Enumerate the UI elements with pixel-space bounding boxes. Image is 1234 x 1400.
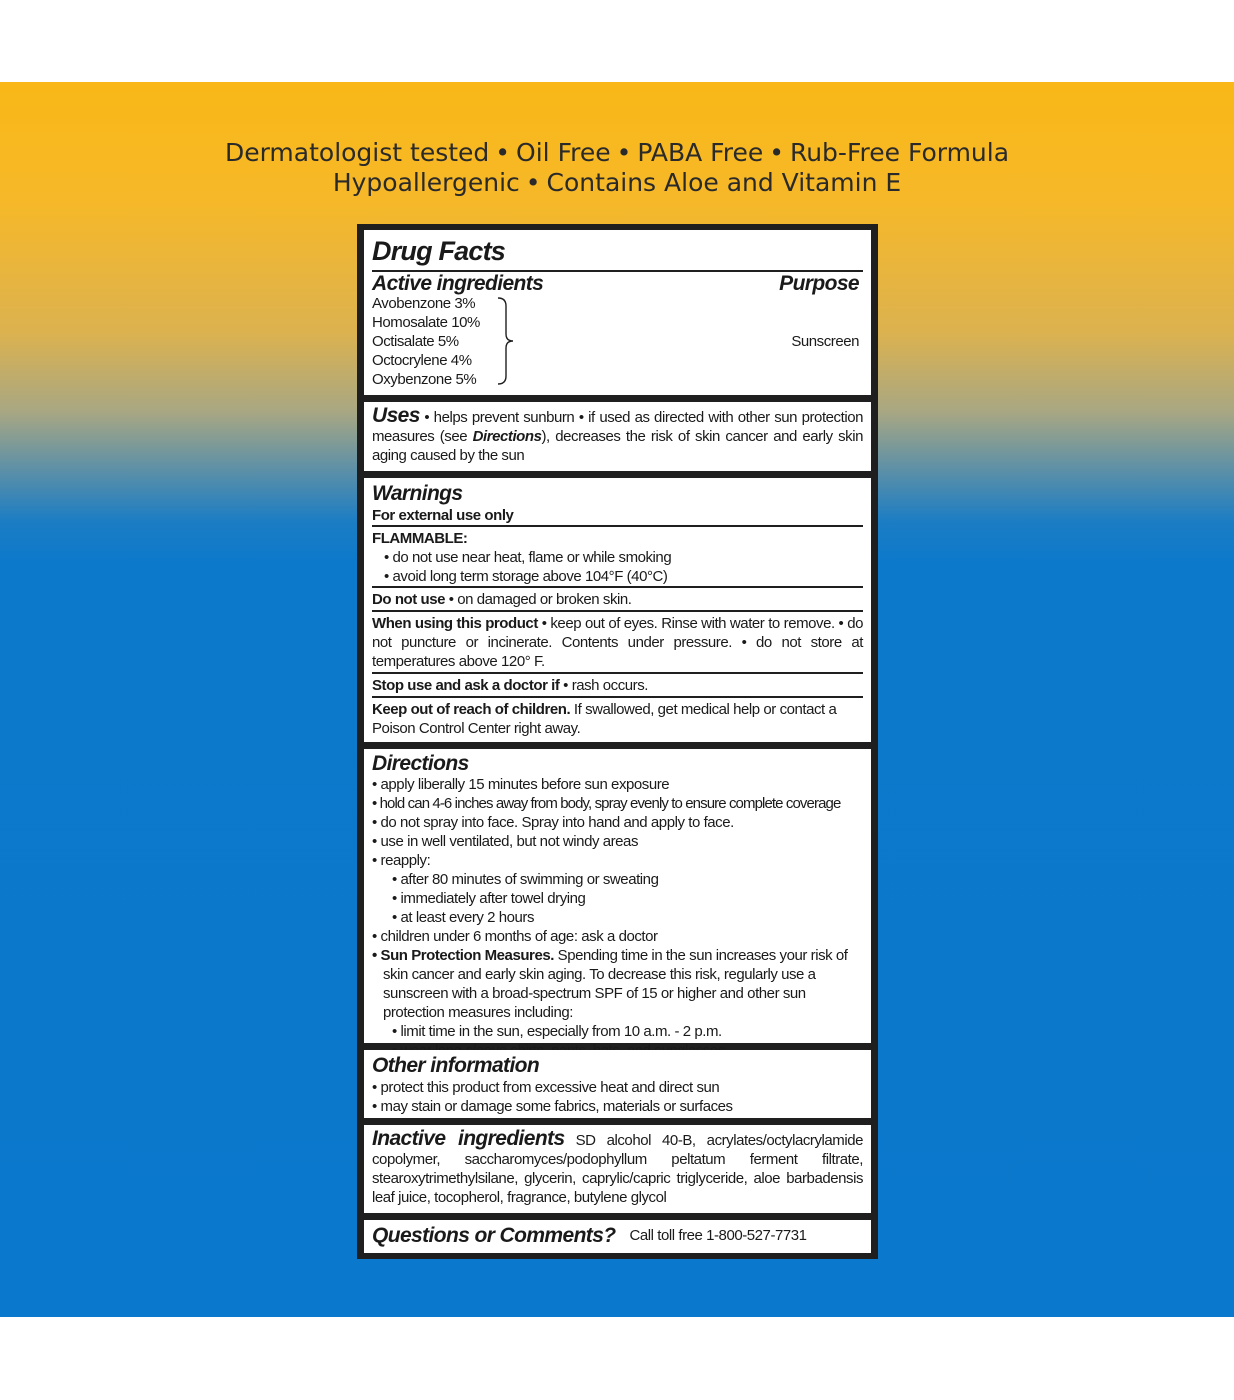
claim-item: Dermatologist tested: [224, 138, 490, 167]
inactive-ingredients-text: SD alcohol 40-B, acrylates/octylacrylamide copolymer, saccharomyces/podophyllum peltatum ferment filtrate, stearoxytrimethylsilane, glycerin, caprylic/capric triglyceride, aloe barbadensis leaf juice, tocopherol, fragrance, butylene glycol: [372, 1132, 863, 1207]
do-not-use-block: [372, 588, 863, 612]
directions-reference: Directions: [472, 428, 542, 445]
inactive-ingredients-section: [364, 1125, 871, 1213]
product-claims: [0, 138, 1234, 198]
ingredient-list: [372, 294, 863, 389]
direction-item: • children under 6 months of age: ask a doctor: [372, 928, 658, 946]
stop-use-text: • rash occurs.: [559, 677, 648, 695]
claim-item: Hypoallergenic: [332, 168, 520, 197]
do-not-use-label: Do not use: [372, 591, 445, 609]
keep-out-label: Keep out of reach of children.: [372, 701, 571, 719]
sun-protection-label: • Sun Protection Measures.: [372, 947, 554, 965]
ingredient-item: Octocrylene 4%: [372, 352, 472, 369]
when-using-text: • keep out of eyes. Rinse with water to remove. • do not puncture or incinerate. Contents under pressure. • do not store at temperatures above 120° F.: [372, 615, 863, 671]
keep-out-block: [372, 698, 863, 738]
claim-item: PABA Free: [637, 138, 764, 167]
sun-protection-block: [372, 946, 863, 1022]
claim-item: Rub-Free Formula: [789, 138, 1010, 167]
direction-item: • apply liberally 15 minutes before sun exposure: [372, 776, 670, 794]
reapply-item: • at least every 2 hours: [392, 909, 535, 927]
claim-separator: •: [525, 168, 541, 197]
brace-icon: [496, 296, 516, 386]
ingredient-item: Octisalate 5%: [372, 333, 459, 350]
drug-facts-title: Drug Facts: [372, 234, 863, 272]
claim-separator: •: [495, 138, 511, 167]
external-use-note: For external use only: [372, 506, 863, 527]
warnings-section: [364, 478, 871, 742]
flammable-item: • avoid long term storage above 104°F (40°C): [384, 568, 668, 586]
direction-item: • do not spray into face. Spray into hand and apply to face.: [372, 814, 734, 832]
directions-heading: Directions: [372, 752, 469, 776]
uses-section: [364, 402, 871, 471]
warnings-heading: Warnings: [372, 482, 463, 506]
questions-heading: Questions or Comments?: [372, 1224, 616, 1248]
direction-item: • reapply:: [372, 852, 431, 870]
reapply-item: • after 80 minutes of swimming or sweating: [392, 871, 659, 889]
when-using-block: [372, 612, 863, 674]
ingredient-item: Oxybenzone 5%: [372, 371, 477, 388]
active-ingredients-heading: Active ingredients: [372, 272, 544, 295]
ingredient-item: Avobenzone 3%: [372, 295, 476, 312]
flammable-item: • do not use near heat, flame or while smoking: [384, 549, 672, 567]
when-using-label: When using this product: [372, 615, 538, 633]
toll-free-text: Call toll free 1-800-527-7731: [629, 1227, 807, 1245]
sun-protection-item: • limit time in the sun, especially from 10 a.m. - 2 p.m.: [392, 1023, 722, 1041]
direction-item: • use in well ventilated, but not windy areas: [372, 833, 638, 851]
sun-protection-label-text: Sun Protection Measures.: [380, 947, 554, 965]
stop-use-block: [372, 674, 863, 698]
claim-item: Contains Aloe and Vitamin E: [546, 168, 902, 197]
claim-separator: •: [616, 138, 632, 167]
inactive-ingredients-heading: Inactive ingredients: [372, 1127, 565, 1151]
other-information-heading: Other information: [372, 1054, 540, 1078]
uses-text-end: ), decreases the risk of skin cancer and early skin aging caused by the sun: [372, 428, 864, 464]
claim-separator: •: [769, 138, 784, 167]
active-ingredients-header-row: [372, 274, 863, 293]
direction-item: • hold can 4-6 inches away from body, spray evenly to ensure complete coverage: [372, 795, 841, 813]
questions-section: [364, 1220, 871, 1253]
claims-line-2: [0, 168, 1234, 198]
other-info-item: • protect this product from excessive heat and direct sun: [372, 1079, 720, 1097]
directions-section: [364, 749, 871, 1043]
other-information-section: [364, 1050, 871, 1118]
active-ingredients-section: [364, 230, 871, 395]
uses-text: • helps prevent sunburn • if used as directed with other sun protection measures (see: [372, 409, 863, 445]
reapply-item: • immediately after towel drying: [392, 890, 586, 908]
sun-protection-text: Spending time in the sun increases your risk of skin cancer and early skin aging. To decrease this risk, regularly use a sunscreen with a broad-spectrum SPF of 15 or higher and other sun protection measures including:: [383, 947, 848, 1022]
other-info-item: • may stain or damage some fabrics, materials or surfaces: [372, 1098, 733, 1116]
keep-out-text: If swallowed, get medical help or contact a Poison Control Center right away.: [372, 701, 837, 738]
purpose-value: Sunscreen: [791, 333, 859, 350]
do-not-use-text: • on damaged or broken skin.: [445, 591, 632, 609]
ingredient-item: Homosalate 10%: [372, 314, 480, 331]
stop-use-label: Stop use and ask a doctor if: [372, 677, 560, 695]
claim-item: Oil Free: [516, 138, 611, 167]
claims-line-1: [0, 138, 1234, 168]
uses-heading: Uses: [372, 404, 420, 427]
flammable-block: [372, 527, 863, 588]
flammable-label: FLAMMABLE:: [372, 530, 468, 548]
purpose-heading: Purpose: [779, 272, 859, 295]
drug-facts-panel: [357, 224, 878, 1259]
